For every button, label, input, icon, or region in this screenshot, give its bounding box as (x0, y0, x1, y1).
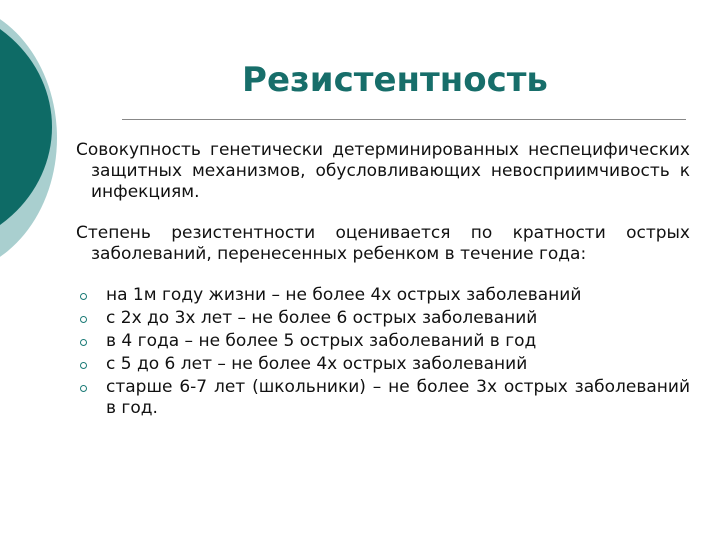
bullet-text: с 5 до 6 лет – не более 4х острых заболеваний (106, 354, 528, 374)
bullet-text: в 4 года – не более 5 острых заболеваний в год (106, 331, 537, 351)
definition-paragraph: Совокупность генетически детерминированных неспецифических защитных механизмов, обусловливающих невосприимчивость к инфекциям. (76, 140, 690, 202)
bullet-icon (80, 385, 87, 392)
bullet-text: старше 6-7 лет (школьники) – не более 3х острых заболеваний в год. (106, 377, 690, 418)
bullet-icon (80, 316, 87, 323)
bullet-text: с 2х до 3х лет – не более 6 острых заболеваний (106, 308, 538, 328)
bullet-item (76, 308, 690, 329)
bullet-icon (80, 339, 87, 346)
slide-body (76, 140, 690, 421)
title-divider (122, 119, 686, 120)
bullet-item (76, 285, 690, 306)
bullet-icon (80, 362, 87, 369)
bullet-list (76, 285, 690, 419)
bullet-item (76, 354, 690, 375)
slide-title: Резистентность (242, 60, 548, 100)
bullet-icon (80, 293, 87, 300)
bullet-item (76, 331, 690, 352)
bullet-item (76, 377, 690, 419)
bullet-text: на 1м году жизни – не более 4х острых заболеваний (106, 285, 582, 305)
criteria-paragraph: Степень резистентности оценивается по кратности острых заболеваний, перенесенных ребенком в течение года: (76, 223, 690, 264)
